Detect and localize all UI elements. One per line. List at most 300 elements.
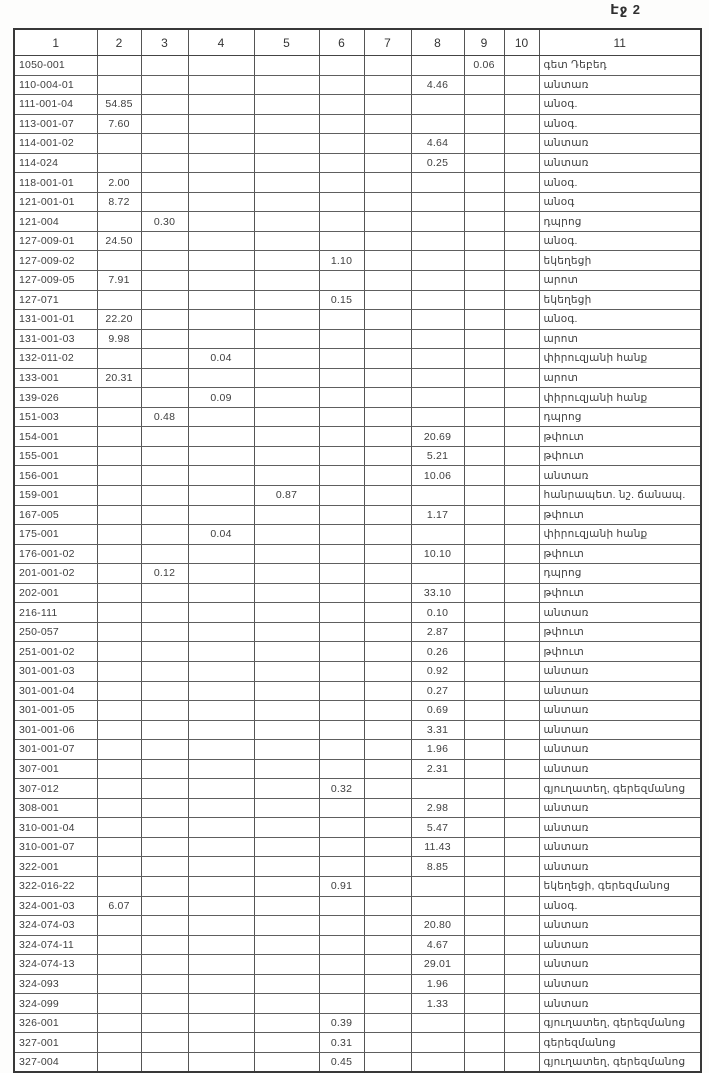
value-cell-col7 — [364, 486, 411, 506]
value-cell-col8: 1.96 — [411, 740, 464, 760]
value-cell-col5 — [254, 681, 319, 701]
parcel-code-cell: 110-004-01 — [14, 75, 97, 95]
value-cell-col3 — [141, 857, 188, 877]
value-cell-col8: 11.43 — [411, 837, 464, 857]
value-cell-col7 — [364, 1013, 411, 1033]
column-header-5: 5 — [254, 29, 319, 56]
value-cell-col5 — [254, 955, 319, 975]
value-cell-col3 — [141, 544, 188, 564]
land-use-label-cell: անտառ — [539, 857, 701, 877]
land-use-label-cell: եկեղեցի — [539, 251, 701, 271]
value-cell-col3 — [141, 1052, 188, 1072]
value-cell-col2 — [97, 564, 141, 584]
value-cell-col2: 20.31 — [97, 368, 141, 388]
column-header-2: 2 — [97, 29, 141, 56]
value-cell-col6 — [319, 916, 364, 936]
land-use-label-cell: անտառ — [539, 955, 701, 975]
value-cell-col5 — [254, 1033, 319, 1053]
value-cell-col6 — [319, 740, 364, 760]
land-use-label-cell: թփուտ — [539, 505, 701, 525]
value-cell-col6 — [319, 837, 364, 857]
parcel-code-cell: 301-001-07 — [14, 740, 97, 760]
value-cell-col2 — [97, 525, 141, 545]
value-cell-col9 — [464, 876, 504, 896]
table-row — [14, 916, 701, 936]
value-cell-col4 — [188, 916, 254, 936]
value-cell-col10 — [504, 56, 539, 76]
value-cell-col6 — [319, 56, 364, 76]
value-cell-col2 — [97, 407, 141, 427]
value-cell-col3 — [141, 701, 188, 721]
value-cell-col9 — [464, 935, 504, 955]
parcel-code-cell: 139-026 — [14, 388, 97, 408]
value-cell-col9 — [464, 622, 504, 642]
value-cell-col7 — [364, 231, 411, 251]
value-cell-col9 — [464, 329, 504, 349]
value-cell-col5 — [254, 779, 319, 799]
table-row — [14, 974, 701, 994]
value-cell-col6 — [319, 642, 364, 662]
table-row — [14, 818, 701, 838]
land-use-label-cell: թփուտ — [539, 583, 701, 603]
table-row — [14, 114, 701, 134]
value-cell-col4 — [188, 661, 254, 681]
land-use-label-cell: անտառ — [539, 701, 701, 721]
value-cell-col8: 2.98 — [411, 798, 464, 818]
parcel-code-cell: 250-057 — [14, 622, 97, 642]
value-cell-col10 — [504, 427, 539, 447]
value-cell-col9 — [464, 681, 504, 701]
value-cell-col4 — [188, 173, 254, 193]
table-header-row — [14, 29, 701, 56]
value-cell-col10 — [504, 329, 539, 349]
value-cell-col10 — [504, 95, 539, 115]
table-row — [14, 740, 701, 760]
value-cell-col2 — [97, 505, 141, 525]
value-cell-col9 — [464, 192, 504, 212]
table-row — [14, 583, 701, 603]
value-cell-col9 — [464, 564, 504, 584]
value-cell-col6 — [319, 857, 364, 877]
value-cell-col3 — [141, 876, 188, 896]
value-cell-col10 — [504, 1013, 539, 1033]
parcel-code-cell: 113-001-07 — [14, 114, 97, 134]
parcel-code-cell: 308-001 — [14, 798, 97, 818]
parcel-code-cell: 127-009-01 — [14, 231, 97, 251]
value-cell-col3 — [141, 994, 188, 1014]
land-use-label-cell: արոտ — [539, 271, 701, 291]
value-cell-col9 — [464, 701, 504, 721]
value-cell-col7 — [364, 720, 411, 740]
value-cell-col6 — [319, 622, 364, 642]
land-use-label-cell: անօգ — [539, 192, 701, 212]
parcel-code-cell: 175-001 — [14, 525, 97, 545]
value-cell-col2 — [97, 740, 141, 760]
value-cell-col6 — [319, 681, 364, 701]
land-use-label-cell: գյուղատեղ, գերեզմանոց — [539, 1013, 701, 1033]
value-cell-col2 — [97, 681, 141, 701]
value-cell-col10 — [504, 544, 539, 564]
parcel-code-cell: 133-001 — [14, 368, 97, 388]
value-cell-col2 — [97, 935, 141, 955]
value-cell-col6 — [319, 701, 364, 721]
value-cell-col6 — [319, 974, 364, 994]
value-cell-col10 — [504, 1052, 539, 1072]
value-cell-col8: 3.31 — [411, 720, 464, 740]
value-cell-col5 — [254, 642, 319, 662]
value-cell-col8: 0.25 — [411, 153, 464, 173]
value-cell-col9 — [464, 231, 504, 251]
value-cell-col2 — [97, 544, 141, 564]
value-cell-col5 — [254, 310, 319, 330]
value-cell-col9 — [464, 153, 504, 173]
value-cell-col2 — [97, 955, 141, 975]
value-cell-col4 — [188, 583, 254, 603]
value-cell-col8 — [411, 251, 464, 271]
parcel-code-cell: 154-001 — [14, 427, 97, 447]
value-cell-col5 — [254, 56, 319, 76]
table-row — [14, 935, 701, 955]
value-cell-col3 — [141, 583, 188, 603]
table-row — [14, 1033, 701, 1053]
value-cell-col6 — [319, 134, 364, 154]
parcel-code-cell: 127-071 — [14, 290, 97, 310]
table-row — [14, 564, 701, 584]
value-cell-col6 — [319, 955, 364, 975]
value-cell-col7 — [364, 759, 411, 779]
parcel-code-cell: 176-001-02 — [14, 544, 97, 564]
value-cell-col9 — [464, 661, 504, 681]
table-row — [14, 153, 701, 173]
parcel-table — [13, 28, 702, 1073]
value-cell-col5 — [254, 153, 319, 173]
value-cell-col3 — [141, 466, 188, 486]
value-cell-col8 — [411, 1033, 464, 1053]
parcel-code-cell: 118-001-01 — [14, 173, 97, 193]
value-cell-col4 — [188, 290, 254, 310]
value-cell-col9 — [464, 134, 504, 154]
land-use-label-cell: անտառ — [539, 935, 701, 955]
value-cell-col10 — [504, 251, 539, 271]
value-cell-col8 — [411, 290, 464, 310]
parcel-code-cell: 324-001-03 — [14, 896, 97, 916]
parcel-code-cell: 324-099 — [14, 994, 97, 1014]
column-header-7: 7 — [364, 29, 411, 56]
value-cell-col6 — [319, 466, 364, 486]
parcel-code-cell: 111-001-04 — [14, 95, 97, 115]
parcel-code-cell: 301-001-06 — [14, 720, 97, 740]
value-cell-col2 — [97, 486, 141, 506]
value-cell-col2 — [97, 701, 141, 721]
value-cell-col6 — [319, 349, 364, 369]
value-cell-col7 — [364, 583, 411, 603]
land-use-label-cell: անտառ — [539, 134, 701, 154]
table-row — [14, 134, 701, 154]
value-cell-col7 — [364, 192, 411, 212]
value-cell-col9 — [464, 583, 504, 603]
land-use-label-cell: անտառ — [539, 974, 701, 994]
value-cell-col9 — [464, 388, 504, 408]
value-cell-col5 — [254, 857, 319, 877]
value-cell-col4 — [188, 642, 254, 662]
value-cell-col8: 0.69 — [411, 701, 464, 721]
value-cell-col5 — [254, 1052, 319, 1072]
value-cell-col3 — [141, 720, 188, 740]
value-cell-col2 — [97, 603, 141, 623]
table-row — [14, 212, 701, 232]
value-cell-col2 — [97, 583, 141, 603]
value-cell-col7 — [364, 1033, 411, 1053]
parcel-code-cell: 201-001-02 — [14, 564, 97, 584]
value-cell-col5 — [254, 701, 319, 721]
value-cell-col4 — [188, 740, 254, 760]
table-row — [14, 271, 701, 291]
value-cell-col10 — [504, 955, 539, 975]
value-cell-col6 — [319, 798, 364, 818]
value-cell-col4 — [188, 720, 254, 740]
table-row — [14, 759, 701, 779]
value-cell-col10 — [504, 603, 539, 623]
value-cell-col6 — [319, 505, 364, 525]
table-row — [14, 349, 701, 369]
value-cell-col7 — [364, 544, 411, 564]
value-cell-col4 — [188, 368, 254, 388]
value-cell-col6 — [319, 114, 364, 134]
value-cell-col10 — [504, 310, 539, 330]
value-cell-col2 — [97, 56, 141, 76]
parcel-code-cell: 301-001-04 — [14, 681, 97, 701]
parcel-code-cell: 310-001-07 — [14, 837, 97, 857]
value-cell-col3 — [141, 935, 188, 955]
land-use-label-cell: եկեղեցի — [539, 290, 701, 310]
table-row — [14, 251, 701, 271]
value-cell-col8 — [411, 388, 464, 408]
value-cell-col4 — [188, 95, 254, 115]
value-cell-col7 — [364, 779, 411, 799]
value-cell-col6: 0.15 — [319, 290, 364, 310]
value-cell-col3 — [141, 153, 188, 173]
value-cell-col6 — [319, 583, 364, 603]
land-use-label-cell: անտառ — [539, 661, 701, 681]
value-cell-col7 — [364, 134, 411, 154]
value-cell-col4 — [188, 798, 254, 818]
value-cell-col2: 2.00 — [97, 173, 141, 193]
value-cell-col3 — [141, 56, 188, 76]
land-use-label-cell: անտառ — [539, 75, 701, 95]
value-cell-col8: 10.10 — [411, 544, 464, 564]
value-cell-col7 — [364, 95, 411, 115]
parcel-code-cell: 121-004 — [14, 212, 97, 232]
value-cell-col9 — [464, 818, 504, 838]
value-cell-col8 — [411, 876, 464, 896]
table-row — [14, 681, 701, 701]
land-use-label-cell: անտառ — [539, 681, 701, 701]
parcel-code-cell: 114-024 — [14, 153, 97, 173]
value-cell-col7 — [364, 681, 411, 701]
value-cell-col6 — [319, 407, 364, 427]
table-row — [14, 427, 701, 447]
value-cell-col3: 0.48 — [141, 407, 188, 427]
value-cell-col10 — [504, 192, 539, 212]
value-cell-col6 — [319, 271, 364, 291]
value-cell-col10 — [504, 349, 539, 369]
land-use-label-cell: անօգ. — [539, 310, 701, 330]
value-cell-col7 — [364, 368, 411, 388]
value-cell-col3 — [141, 173, 188, 193]
value-cell-col5 — [254, 349, 319, 369]
value-cell-col4 — [188, 427, 254, 447]
value-cell-col9 — [464, 75, 504, 95]
table-row — [14, 544, 701, 564]
value-cell-col5 — [254, 622, 319, 642]
land-use-label-cell: գետ Դեբեդ — [539, 56, 701, 76]
value-cell-col9 — [464, 271, 504, 291]
value-cell-col6: 0.31 — [319, 1033, 364, 1053]
value-cell-col4 — [188, 779, 254, 799]
column-header-11: 11 — [539, 29, 701, 56]
value-cell-col2 — [97, 642, 141, 662]
value-cell-col4 — [188, 446, 254, 466]
value-cell-col5 — [254, 466, 319, 486]
value-cell-col5 — [254, 720, 319, 740]
value-cell-col2 — [97, 798, 141, 818]
table-row — [14, 622, 701, 642]
value-cell-col4 — [188, 564, 254, 584]
value-cell-col2: 22.20 — [97, 310, 141, 330]
value-cell-col6 — [319, 896, 364, 916]
value-cell-col3 — [141, 740, 188, 760]
value-cell-col8 — [411, 407, 464, 427]
value-cell-col5 — [254, 661, 319, 681]
value-cell-col2 — [97, 974, 141, 994]
value-cell-col10 — [504, 876, 539, 896]
value-cell-col4 — [188, 1013, 254, 1033]
value-cell-col10 — [504, 994, 539, 1014]
value-cell-col4 — [188, 114, 254, 134]
parcel-code-cell: 310-001-04 — [14, 818, 97, 838]
value-cell-col8: 20.80 — [411, 916, 464, 936]
parcel-code-cell: 324-093 — [14, 974, 97, 994]
value-cell-col3 — [141, 388, 188, 408]
value-cell-col8: 2.31 — [411, 759, 464, 779]
value-cell-col7 — [364, 310, 411, 330]
land-use-label-cell: անտառ — [539, 798, 701, 818]
value-cell-col10 — [504, 466, 539, 486]
value-cell-col4 — [188, 603, 254, 623]
value-cell-col10 — [504, 75, 539, 95]
value-cell-col8: 4.67 — [411, 935, 464, 955]
value-cell-col3 — [141, 818, 188, 838]
value-cell-col9 — [464, 349, 504, 369]
value-cell-col5 — [254, 251, 319, 271]
table-row — [14, 466, 701, 486]
value-cell-col6 — [319, 818, 364, 838]
table-row — [14, 486, 701, 506]
value-cell-col8: 29.01 — [411, 955, 464, 975]
value-cell-col3 — [141, 622, 188, 642]
value-cell-col10 — [504, 935, 539, 955]
value-cell-col9 — [464, 525, 504, 545]
value-cell-col8 — [411, 271, 464, 291]
value-cell-col7 — [364, 173, 411, 193]
value-cell-col5 — [254, 583, 319, 603]
land-use-label-cell: թփուտ — [539, 427, 701, 447]
value-cell-col5 — [254, 896, 319, 916]
column-header-4: 4 — [188, 29, 254, 56]
table-row — [14, 407, 701, 427]
value-cell-col6 — [319, 368, 364, 388]
value-cell-col6 — [319, 544, 364, 564]
value-cell-col2: 54.85 — [97, 95, 141, 115]
land-use-label-cell: դպրոց — [539, 212, 701, 232]
value-cell-col4 — [188, 544, 254, 564]
value-cell-col8 — [411, 896, 464, 916]
value-cell-col3 — [141, 310, 188, 330]
value-cell-col6 — [319, 212, 364, 232]
value-cell-col10 — [504, 896, 539, 916]
value-cell-col10 — [504, 681, 539, 701]
value-cell-col7 — [364, 251, 411, 271]
value-cell-col3 — [141, 896, 188, 916]
value-cell-col8: 4.64 — [411, 134, 464, 154]
value-cell-col4 — [188, 153, 254, 173]
value-cell-col7 — [364, 75, 411, 95]
value-cell-col3 — [141, 114, 188, 134]
value-cell-col4 — [188, 251, 254, 271]
parcel-code-cell: 114-001-02 — [14, 134, 97, 154]
value-cell-col4 — [188, 1033, 254, 1053]
value-cell-col8: 0.92 — [411, 661, 464, 681]
parcel-code-cell: 127-009-05 — [14, 271, 97, 291]
table-row — [14, 1013, 701, 1033]
value-cell-col3 — [141, 329, 188, 349]
value-cell-col3 — [141, 837, 188, 857]
land-use-label-cell: անտառ — [539, 740, 701, 760]
value-cell-col9 — [464, 779, 504, 799]
value-cell-col10 — [504, 231, 539, 251]
table-row — [14, 505, 701, 525]
value-cell-col4: 0.04 — [188, 525, 254, 545]
value-cell-col7 — [364, 857, 411, 877]
value-cell-col2 — [97, 916, 141, 936]
value-cell-col10 — [504, 974, 539, 994]
value-cell-col4 — [188, 935, 254, 955]
value-cell-col8: 33.10 — [411, 583, 464, 603]
value-cell-col9 — [464, 368, 504, 388]
value-cell-col5 — [254, 271, 319, 291]
land-use-label-cell: փիրուզյանի հանք — [539, 525, 701, 545]
value-cell-col10 — [504, 642, 539, 662]
value-cell-col2 — [97, 779, 141, 799]
table-row — [14, 1052, 701, 1072]
table-row — [14, 994, 701, 1014]
value-cell-col3 — [141, 505, 188, 525]
value-cell-col5 — [254, 134, 319, 154]
parcel-code-cell: 1050-001 — [14, 56, 97, 76]
value-cell-col4 — [188, 192, 254, 212]
value-cell-col5 — [254, 329, 319, 349]
value-cell-col5 — [254, 994, 319, 1014]
value-cell-col5 — [254, 603, 319, 623]
value-cell-col6: 0.39 — [319, 1013, 364, 1033]
value-cell-col3 — [141, 368, 188, 388]
value-cell-col7 — [364, 896, 411, 916]
land-use-label-cell: անտառ — [539, 720, 701, 740]
value-cell-col10 — [504, 368, 539, 388]
value-cell-col9 — [464, 916, 504, 936]
parcel-code-cell: 216-111 — [14, 603, 97, 623]
value-cell-col10 — [504, 779, 539, 799]
